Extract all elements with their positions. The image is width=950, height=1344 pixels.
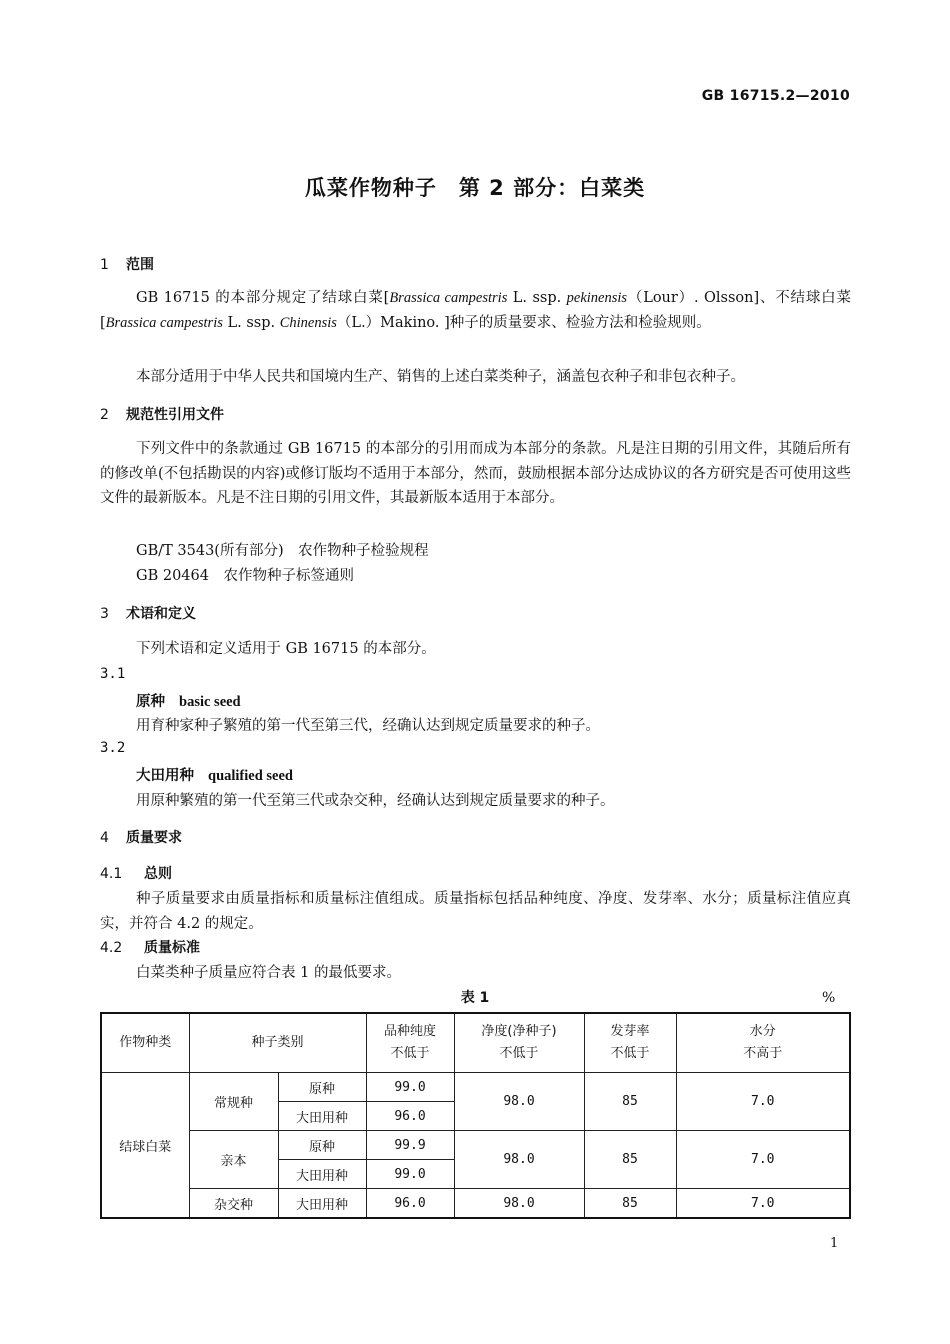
- section-1-paragraph-2: 本部分适用于中华人民共和国境内生产、销售的上述白菜类种子，涵盖包衣种子和非包衣种子。: [136, 369, 745, 385]
- term-2-number: 3.2: [100, 740, 126, 756]
- table-row: [101, 1073, 850, 1102]
- table-header-row: [101, 1013, 850, 1073]
- clean-value: 98.0: [454, 1189, 584, 1219]
- purity-value: 96.0: [366, 1189, 454, 1219]
- section-2-heading: 2 规范性引用文件: [100, 407, 224, 423]
- section-1-paragraph-1: GB 16715 的本部分规定了结球白菜[Brassica campestris L. ssp. pekinensis（Lour）. Olsson]、不结球白菜[Brassica campestris L. ssp. Chinensis（L.）Makino. ]种子的质量要求、检验方法和检验规则。: [100, 290, 851, 331]
- crop-cell: 结球白菜: [101, 1073, 189, 1219]
- quality-table: [100, 1012, 851, 1219]
- section-4-heading: 4 质量要求: [100, 830, 182, 846]
- sub-category: 大田用种: [278, 1189, 366, 1219]
- germination-value: 85: [584, 1131, 676, 1189]
- section-3-heading: 3 术语和定义: [100, 606, 196, 622]
- purity-value: 99.0: [366, 1073, 454, 1102]
- table-unit: %: [822, 990, 836, 1006]
- sub-category: 原种: [278, 1073, 366, 1102]
- section-2-paragraph: 下列文件中的条款通过 GB 16715 的本部分的引用而成为本部分的条款。凡是注日期的引用文件，其随后所有的修改单(不包括勘误的内容)或修订版均不适用于本部分，然而，鼓励根据本部分达成协议的各方研究是否可使用这些文件的最新版本。凡是不注日期的引用文件，其最新版本适用于本部分。: [100, 441, 851, 506]
- moisture-value: 7.0: [676, 1189, 850, 1219]
- section-1-heading: 1 范围: [100, 257, 154, 273]
- section-4-1-paragraph: 种子质量要求由质量指标和质量标注值组成。质量指标包括品种纯度、净度、发芽率、水分；质量标注值应真实，并符合 4.2 的规定。: [100, 891, 851, 932]
- reference-2: GB 20464 农作物种子标签通则: [136, 568, 354, 584]
- header-purity: 品种纯度 不低于: [366, 1013, 454, 1073]
- section-4-2-paragraph: 白菜类种子质量应符合表 1 的最低要求。: [136, 965, 401, 981]
- group-name: 常规种: [189, 1073, 278, 1131]
- section-4-2-heading: 4.2 质量标准: [100, 940, 200, 956]
- term-2-definition: 用原种繁殖的第一代至第三代或杂交种，经确认达到规定质量要求的种子。: [136, 793, 615, 809]
- header-moisture: 水分 不高于: [676, 1013, 850, 1073]
- term-1-title: 原种 basic seed: [136, 694, 241, 710]
- clean-value: 98.0: [454, 1073, 584, 1131]
- sub-category: 原种: [278, 1131, 366, 1160]
- group-name: 亲本: [189, 1131, 278, 1189]
- purity-value: 96.0: [366, 1102, 454, 1131]
- moisture-value: 7.0: [676, 1131, 850, 1189]
- header-category: 种子类别: [189, 1013, 366, 1073]
- header-clean: 净度(净种子) 不低于: [454, 1013, 584, 1073]
- clean-value: 98.0: [454, 1131, 584, 1189]
- sub-category: 大田用种: [278, 1102, 366, 1131]
- term-1-definition: 用育种家种子繁殖的第一代至第三代，经确认达到规定质量要求的种子。: [136, 718, 600, 734]
- header-crop: 作物种类: [101, 1013, 189, 1073]
- group-name: 杂交种: [189, 1189, 278, 1219]
- table-row: [101, 1131, 850, 1160]
- section-4-1-heading: 4.1 总则: [100, 866, 172, 882]
- standard-number: GB 16715.2—2010: [701, 88, 850, 104]
- term-2-title: 大田用种 qualified seed: [136, 768, 293, 784]
- germination-value: 85: [584, 1189, 676, 1219]
- purity-value: 99.9: [366, 1131, 454, 1160]
- section-3-intro: 下列术语和定义适用于 GB 16715 的本部分。: [136, 641, 436, 657]
- moisture-value: 7.0: [676, 1073, 850, 1131]
- page-number: 1: [830, 1236, 839, 1251]
- purity-value: 99.0: [366, 1160, 454, 1189]
- germination-value: 85: [584, 1073, 676, 1131]
- reference-1: GB/T 3543(所有部分) 农作物种子检验规程: [136, 543, 429, 559]
- term-1-number: 3.1: [100, 666, 126, 682]
- header-germination: 发芽率 不低于: [584, 1013, 676, 1073]
- sub-category: 大田用种: [278, 1160, 366, 1189]
- table-row: [101, 1189, 850, 1219]
- document-title: 瓜菜作物种子 第 2 部分：白菜类: [304, 176, 646, 200]
- table-caption: 表 1: [460, 990, 490, 1006]
